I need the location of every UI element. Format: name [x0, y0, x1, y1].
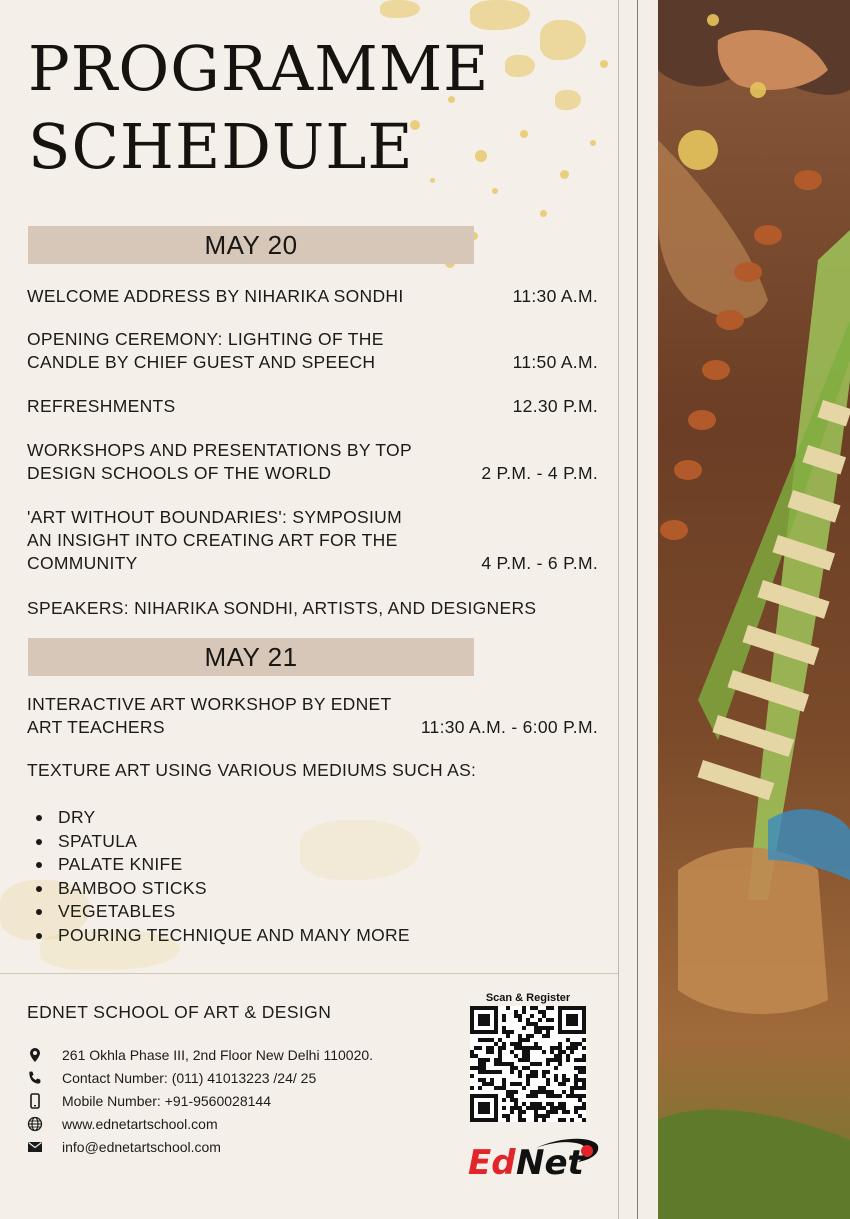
school-name: EDNET SCHOOL OF ART & DESIGN: [27, 1002, 332, 1022]
footer-divider: [0, 973, 618, 974]
contact-mobile: [27, 1091, 447, 1111]
event-line: OPENING CEREMONY: LIGHTING OF THE: [27, 329, 384, 349]
speakers-line: SPEAKERS: NIHARIKA SONDHI, ARTISTS, AND DESIGNERS: [27, 598, 537, 618]
event-line: REFRESHMENTS: [27, 396, 176, 416]
texture-heading: TEXTURE ART USING VARIOUS MEDIUMS SUCH AS:: [27, 760, 477, 780]
schedule-row: [27, 395, 598, 418]
event-line: COMMUNITY: [27, 553, 138, 573]
contact-email: [27, 1137, 447, 1157]
day-header-may-21: [28, 638, 474, 676]
list-item: POURING TECHNIQUE AND MANY MORE: [34, 924, 410, 948]
contact-text: 261 Okhla Phase III, 2nd Floor New Delhi 110020.: [62, 1047, 374, 1063]
event-time: 4 P.M. - 6 P.M.: [481, 553, 598, 573]
title-line-1: PROGRAMME: [28, 32, 490, 105]
divider-line: [637, 0, 638, 1219]
day-label: MAY 21: [204, 642, 298, 672]
event-time: 11:30 A.M. - 6:00 P.M.: [420, 717, 598, 737]
schedule-row: [27, 439, 598, 485]
event-line: WORKSHOPS AND PRESENTATIONS BY TOP: [27, 440, 412, 460]
event-line: DESIGN SCHOOLS OF THE WORLD: [27, 463, 332, 483]
event-line: WELCOME ADDRESS BY NIHARIKA SONDHI: [27, 286, 404, 306]
list-item: VEGETABLES: [34, 900, 410, 924]
event-description: [27, 506, 467, 575]
mediums-list: [34, 806, 410, 948]
title-line-2: SCHEDULE: [28, 110, 414, 183]
contact-website: [27, 1114, 447, 1134]
page-title: [28, 30, 489, 186]
event-time: 2 P.M. - 4 P.M.: [481, 463, 598, 483]
event-line: ART TEACHERS: [27, 717, 165, 737]
phone-icon: [27, 1070, 43, 1086]
svg-text:Ed: Ed: [468, 1143, 516, 1180]
schedule-row: [27, 328, 598, 374]
contact-text: Mobile Number: +91-9560028144: [62, 1093, 271, 1109]
svg-text:Net: Net: [516, 1143, 584, 1180]
event-line: 'ART WITHOUT BOUNDARIES': SYMPOSIUM: [27, 507, 403, 527]
envelope-icon: [27, 1139, 43, 1155]
event-description: [27, 693, 467, 739]
location-pin-icon: [27, 1047, 43, 1063]
event-description: [27, 328, 467, 374]
event-line: INTERACTIVE ART WORKSHOP BY EDNET: [27, 694, 392, 714]
qr-code[interactable]: [470, 1006, 586, 1122]
globe-icon: [27, 1116, 43, 1132]
schedule-row: [27, 506, 598, 575]
list-item: BAMBOO STICKS: [34, 877, 410, 901]
contact-address: [27, 1045, 447, 1065]
schedule-row: [27, 693, 598, 739]
qr-label: Scan & Register: [485, 992, 571, 1004]
event-description: [27, 439, 467, 485]
event-time: 12.30 P.M.: [512, 396, 598, 416]
day-label: MAY 20: [204, 230, 298, 260]
event-description: [27, 285, 467, 308]
artwork-image: [658, 0, 850, 1219]
list-item: SPATULA: [34, 830, 410, 854]
ednet-logo: [466, 1134, 602, 1180]
event-description: [27, 395, 467, 418]
list-item: PALATE KNIFE: [34, 853, 410, 877]
event-time: 11:30 A.M.: [512, 286, 598, 306]
event-line: AN INSIGHT INTO CREATING ART FOR THE: [27, 530, 398, 550]
contact-phone: [27, 1068, 447, 1088]
event-time: 11:50 A.M.: [512, 352, 598, 372]
contact-text: www.ednetartschool.com: [62, 1116, 218, 1132]
contact-text: Contact Number: (011) 41013223 /24/ 25: [62, 1070, 317, 1086]
contact-text: info@ednetartschool.com: [62, 1139, 221, 1155]
day-header-may-20: [28, 226, 474, 264]
mobile-phone-icon: [27, 1093, 43, 1109]
divider-line: [618, 0, 619, 1219]
schedule-row: [27, 285, 598, 308]
list-item: DRY: [34, 806, 410, 830]
event-line: CANDLE BY CHIEF GUEST AND SPEECH: [27, 352, 376, 372]
